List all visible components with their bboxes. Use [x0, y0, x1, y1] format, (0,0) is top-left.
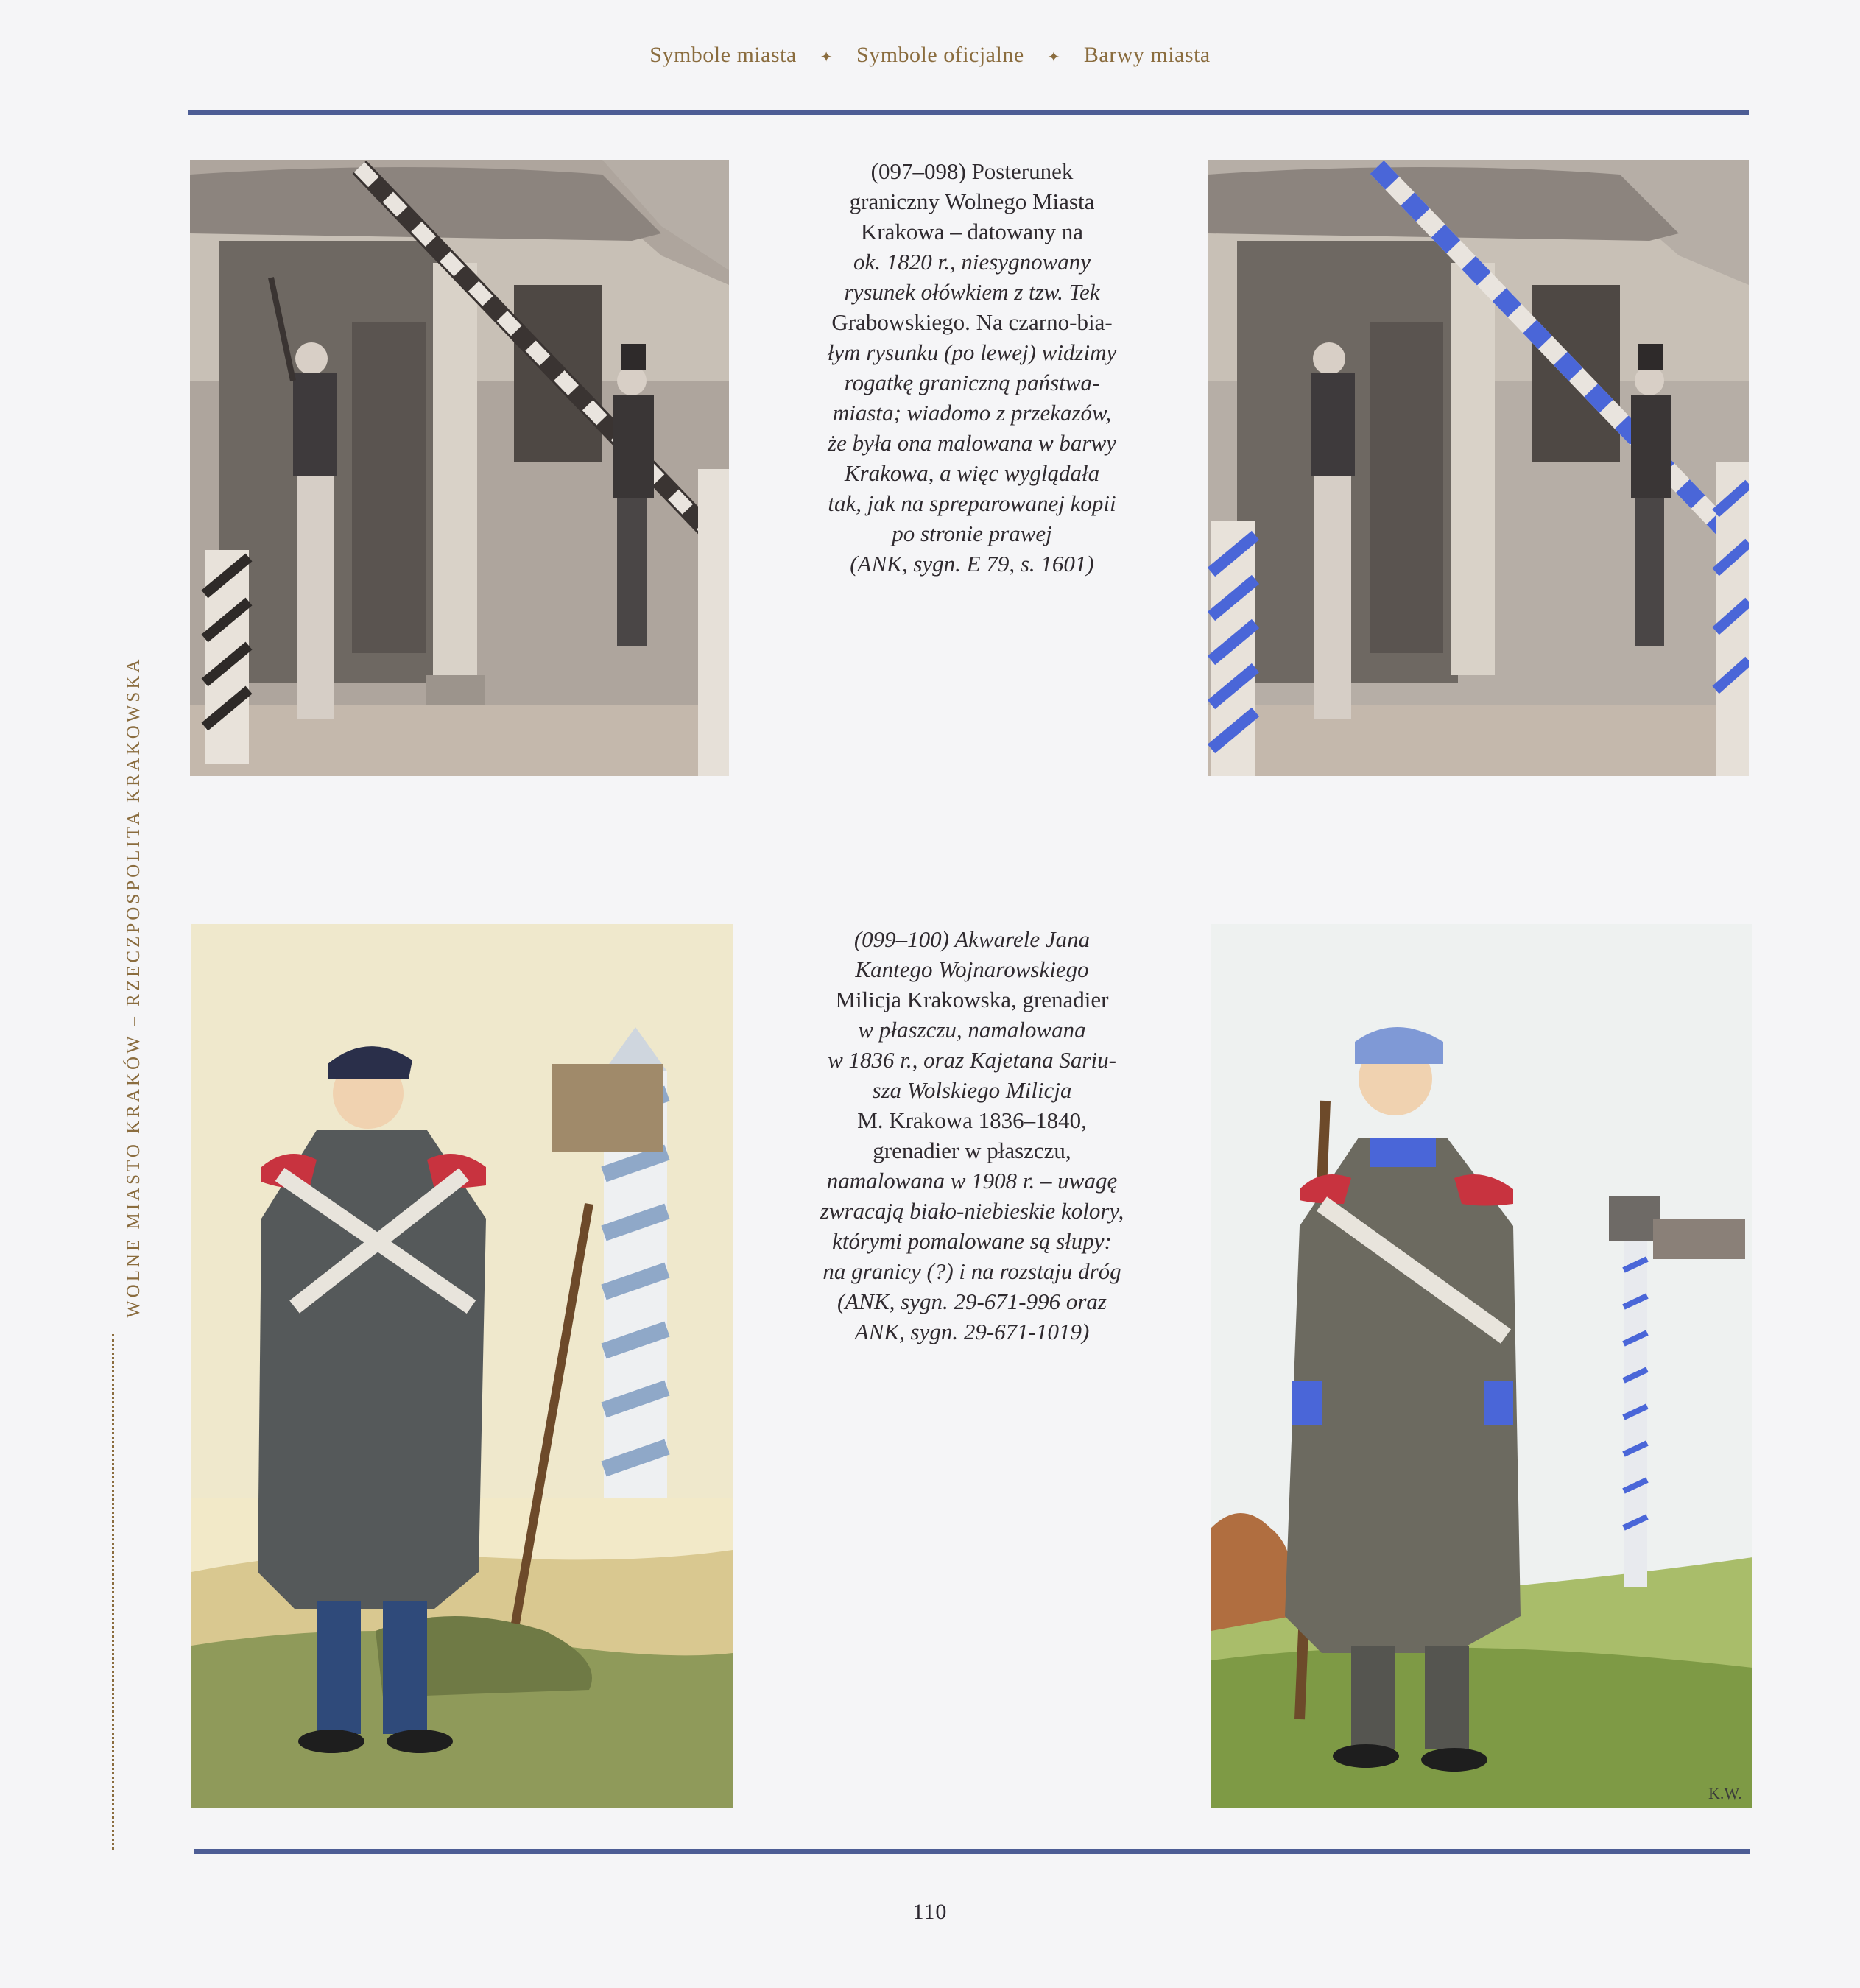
running-header: [0, 43, 1860, 68]
breadcrumb-symbole-miasta: Symbole miasta: [649, 43, 797, 67]
caption-099-100: [751, 924, 1193, 1347]
separator-icon: ✦: [1047, 49, 1060, 66]
caption-line: Grabowskiego. Na czarno-bia-: [831, 309, 1113, 335]
caption-line: sza Wolskiego Milicja: [872, 1077, 1072, 1103]
separator-icon: ✦: [820, 49, 834, 66]
top-rule: [188, 110, 1749, 115]
caption-line: miasta; wiadomo z przekazów,: [832, 400, 1112, 426]
caption-line: którymi pomalowane są słupy:: [832, 1228, 1112, 1254]
caption-line: w płaszczu, namalowana: [858, 1017, 1086, 1043]
breadcrumb-barwy-miasta: Barwy miasta: [1083, 43, 1211, 67]
bottom-rule: [194, 1849, 1750, 1854]
caption-line: ANK, sygn. 29-671-1019): [854, 1319, 1090, 1344]
breadcrumb-symbole-oficjalne: Symbole oficjalne: [856, 43, 1024, 67]
caption-line: Kantego Wojnarowskiego: [855, 956, 1089, 982]
caption-line: rogatkę graniczną państwa-: [844, 370, 1100, 395]
illustration-border-post-colored: [1208, 160, 1749, 776]
caption-line: zwracają biało-niebieskie kolory,: [820, 1198, 1124, 1224]
caption-line: Krakowa – datowany na: [860, 219, 1084, 244]
caption-line: w 1836 r., oraz Kajetana Sariu-: [828, 1047, 1116, 1073]
caption-line: ok. 1820 r., niesygnowany: [853, 249, 1091, 275]
side-title: WOLNE MIASTO KRAKÓW – RZECZPOSPOLITA KRAKOWSKA: [124, 656, 144, 1318]
caption-line: łym rysunku (po lewej) widzimy: [827, 339, 1117, 365]
caption-line: rysunek ołówkiem z tzw. Tek: [844, 279, 1100, 305]
caption-line: na granicy (?) i na rozstaju dróg: [822, 1258, 1121, 1284]
caption-line: M. Krakowa 1836–1840,: [857, 1107, 1087, 1133]
caption-line: po stronie prawej: [892, 521, 1052, 546]
caption-line: grenadier w płaszczu,: [873, 1138, 1071, 1163]
caption-line: że była ona malowana w barwy: [828, 430, 1116, 456]
caption-line: (097–098) Posterunek: [870, 158, 1074, 184]
page-number: 110: [912, 1900, 948, 1924]
illustration-grenadier-1836: [191, 924, 733, 1808]
illustration-grenadier-1908: [1211, 924, 1752, 1808]
side-dotted-line: [112, 1334, 114, 1850]
caption-line: (099–100) Akwarele Jana: [853, 926, 1091, 952]
caption-line: (ANK, sygn. 29-671-996 oraz: [837, 1289, 1107, 1314]
caption-097-098: [751, 156, 1193, 579]
illustration-border-post-bw: [190, 160, 729, 776]
caption-line: (ANK, sygn. E 79, s. 1601): [850, 551, 1094, 577]
artist-signature: K.W.: [1708, 1784, 1742, 1802]
caption-line: graniczny Wolnego Miasta: [849, 188, 1095, 214]
caption-line: namalowana w 1908 r. – uwagę: [826, 1168, 1118, 1194]
caption-line: Milicja Krakowska, grenadier: [835, 987, 1109, 1012]
caption-line: tak, jak na spreparowanej kopii: [828, 490, 1116, 516]
caption-line: Krakowa, a więc wyglądała: [844, 460, 1100, 486]
